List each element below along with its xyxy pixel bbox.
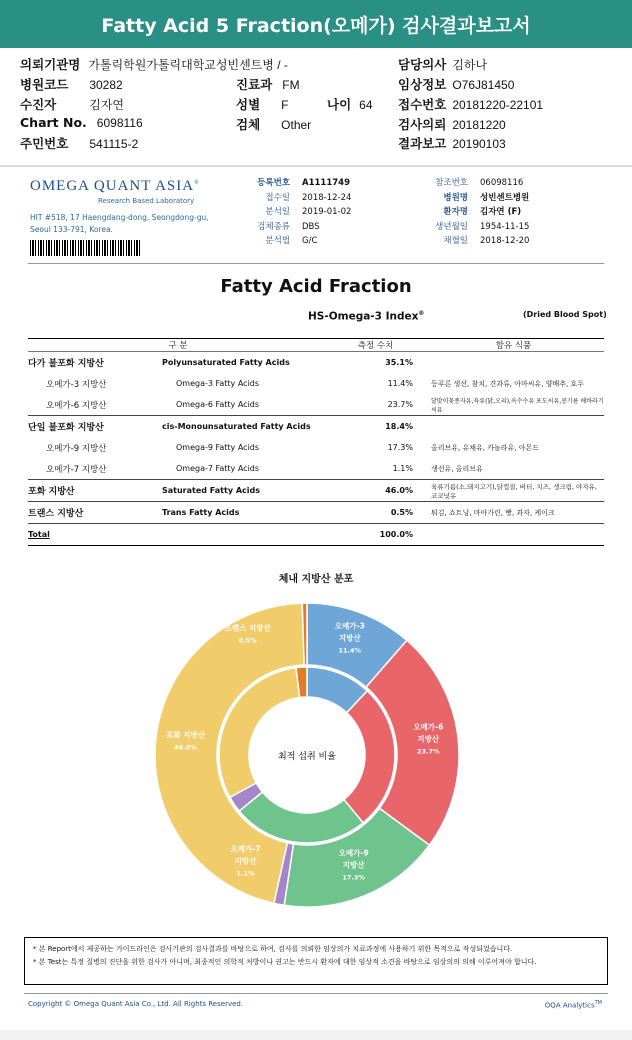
sex-label: 성별 [236,97,261,112]
divider [28,263,604,264]
fatty-acid-table [28,338,604,546]
table-row [28,416,604,438]
row-en: Omega-3 Fatty Acids [176,379,260,388]
row-ko: 다가 불포화 지방산 [28,352,162,374]
report-title: Fatty Acid 5 Fraction(오메가) 검사결과보고서 [101,14,531,37]
lab-address: HIT #518, 17 Haengdang-dong, Seongdong-gu, Seoul 133-791, Korea. [30,213,209,234]
name-value: 김자연 [89,98,125,112]
row-food: 달맞이꽃종자유,육류(닭,오리),옥수수유 포도씨유,콩기름 해바라기씨유 [431,397,604,414]
copyright-text: Copyright © Omega Quant Asia Co., Ltd. All Rights Reserved. [28,1000,244,1008]
row-value: 0.5% [328,502,423,524]
row-en: Trans Fatty Acids [162,502,328,524]
request-label: 검사의뢰 [398,117,447,132]
slice-label: 포화 지방산 46.0% [166,730,205,752]
meta-key: 분석일 [265,207,290,217]
meta-key: 분석법 [265,236,290,246]
meta-value: G/C [302,236,318,246]
name-label: 수진자 [20,97,57,112]
report-header [0,0,632,48]
page-bottom [0,1030,632,1040]
col-header: 구 분 [28,339,328,352]
table-row [28,480,604,502]
barcode-image [30,240,140,256]
row-ko: 단일 불포화 지방산 [28,416,162,438]
institution-label: 의뢰기관명 [20,57,81,72]
row-en: Omega-7 Fatty Acids [176,464,260,473]
specimen-label: 검체 [236,117,261,132]
row-ko: 트랜스 지방산 [28,502,162,524]
meta-key: 검체종류 [257,221,290,232]
divider [24,993,608,994]
chart-value: 6098116 [96,116,143,130]
meta-key: 병원명 [443,192,468,203]
chart-label: Chart No. [20,115,87,130]
id-value: 541115-2 [89,137,139,151]
lab-logo: OMEGA QUANT ASIA® [30,178,200,194]
slice-label: 오메가-6 지방산 23.7% [413,722,444,756]
request-value: 20181220 [452,118,506,132]
meta-value: 06098116 [480,178,524,188]
row-ko: 포화 지방산 [28,480,162,502]
total-value: 100.0% [328,524,423,546]
total-label: Total [28,524,162,546]
row-value: 46.0% [328,480,423,502]
row-en: Omega-9 Fatty Acids [176,443,260,452]
disclaimer-notes [24,937,608,985]
row-food: 등푸른 생선, 참치, 견과류, 아마씨유, 양배추, 호두 [431,379,584,388]
row-en: cis-Monounsaturated Fatty Acids [162,416,328,438]
sample-note: (Dried Blood Spot) [523,310,607,319]
table-row [28,394,604,416]
chart-title: 체내 지방산 분포 [278,574,354,585]
row-value: 1.1% [392,464,413,473]
table-row [28,437,604,458]
specimen-value: Other [281,118,312,132]
row-en: Polyunsaturated Fatty Acids [162,352,328,374]
accession-value: 20181220-22101 [452,98,544,112]
row-value: 17.3% [387,443,413,452]
note-line: * 본 Test는 특정 질병의 진단을 위한 검사가 아니며, 최종적인 의학적 처방이나 권고는 반드시 환자에 대한 임상적 소견을 바탕으로 임상의의 의해 이루어져야 합니다. [33,958,537,966]
dept-label: 진료과 [236,77,273,92]
accession-label: 접수번호 [398,97,447,112]
meta-value: 1954-11-15 [480,221,530,232]
table-total-row [28,524,604,546]
meta-value: 2019-01-02 [302,207,352,217]
table-row [28,502,604,524]
table-row [28,458,604,480]
row-en: Omega-6 Fatty Acids [176,400,260,409]
row-ko: 오메가-6 지방산 [46,400,107,411]
row-food: 생선유, 올리브유 [431,464,483,473]
report-date-value: 20190103 [452,137,506,151]
row-food: 튀김, 쇼트닝, 마아가린, 빵, 과자, 케이크 [423,502,604,524]
meta-value: 2018-12-24 [302,192,352,203]
code-label: 병원코드 [20,77,69,92]
row-value: 18.4% [328,416,423,438]
clinical-label: 임상정보 [398,77,447,92]
meta-value: 2018-12-20 [480,236,530,246]
divider [0,165,632,167]
chart-center-label: 최적 섭취 비율 [278,752,336,762]
age-value: 64 [359,98,373,112]
meta-key: 채혈일 [443,236,468,246]
meta-value: DBS [302,221,320,232]
meta-value: 김자연 (F) [480,207,522,217]
slice-label: 오메가-3 지방산 11.4% [334,621,365,655]
row-food: 올리브유, 유채유, 카놀라유, 아몬드 [431,443,540,452]
doctor-label: 담당의사 [398,57,447,72]
meta-key: 생년월일 [435,221,468,232]
row-value: 23.7% [387,400,413,409]
slice-label: 오메가-7 지방산 1.1% [230,844,261,878]
meta-right [418,176,529,249]
meta-value: 성빈센트병원 [480,192,530,203]
clinical-value: O76J81450 [452,78,515,92]
row-food [423,416,604,438]
row-ko: 오메가-3 지방산 [46,379,107,390]
row-value: 11.4% [387,379,413,388]
table-row [28,352,604,374]
row-en: Saturated Fatty Acids [162,480,328,502]
col-header: 함유 식품 [423,339,604,352]
report-document [18,170,614,1020]
meta-key: 환자명 [443,207,468,217]
note-line: * 본 Report에서 제공하는 가이드라인은 검사기관의 검사결과를 바탕으로 하여, 검사를 의뢰한 임상의가 치료과정에 사용하기 위한 목적으로 작성되었습니다. [33,945,513,953]
patient-info [0,53,632,163]
brand-text: OQA Analytics™ [544,1000,602,1010]
dept-value: FM [282,78,300,92]
meta-value: A1111749 [302,178,350,188]
slice-label: 오메가-9 지방산 17.3% [338,848,369,882]
col-header: 측정 수치 [328,339,423,352]
table-header [28,339,604,352]
meta-left [240,176,351,249]
section-subtitle: HS-Omega-3 Index® [308,310,425,323]
row-food [423,352,604,374]
row-ko: 오메가-7 지방산 [46,464,107,475]
sex-value: F [281,98,289,112]
code-value: 30282 [89,78,123,92]
row-ko: 오메가-9 지방산 [46,443,107,454]
meta-key: 등록번호 [257,178,290,188]
row-value: 35.1% [328,352,423,374]
table-row [28,373,604,394]
meta-key: 참조번호 [435,178,468,188]
section-title: Fatty Acid Fraction [220,276,412,297]
slice-label: 트랜스 지방산 0.5% [224,623,271,645]
institution-value: 가톨릭학원가톨릭대학교성빈센트병 / - [88,58,288,72]
meta-key: 접수일 [265,192,290,203]
doctor-value: 김하나 [452,58,488,72]
row-food: 육류기름(소,돼지고기),닭껍질, 버터, 치즈, 생크림, 야자유, 코코넛유 [423,480,604,502]
fatty-acid-donut-chart [142,603,472,923]
lab-tagline: Research Based Laboratory [98,197,195,205]
age-label: 나이 [327,97,352,112]
id-label: 주민번호 [20,136,69,151]
report-date-label: 결과보고 [398,136,447,151]
